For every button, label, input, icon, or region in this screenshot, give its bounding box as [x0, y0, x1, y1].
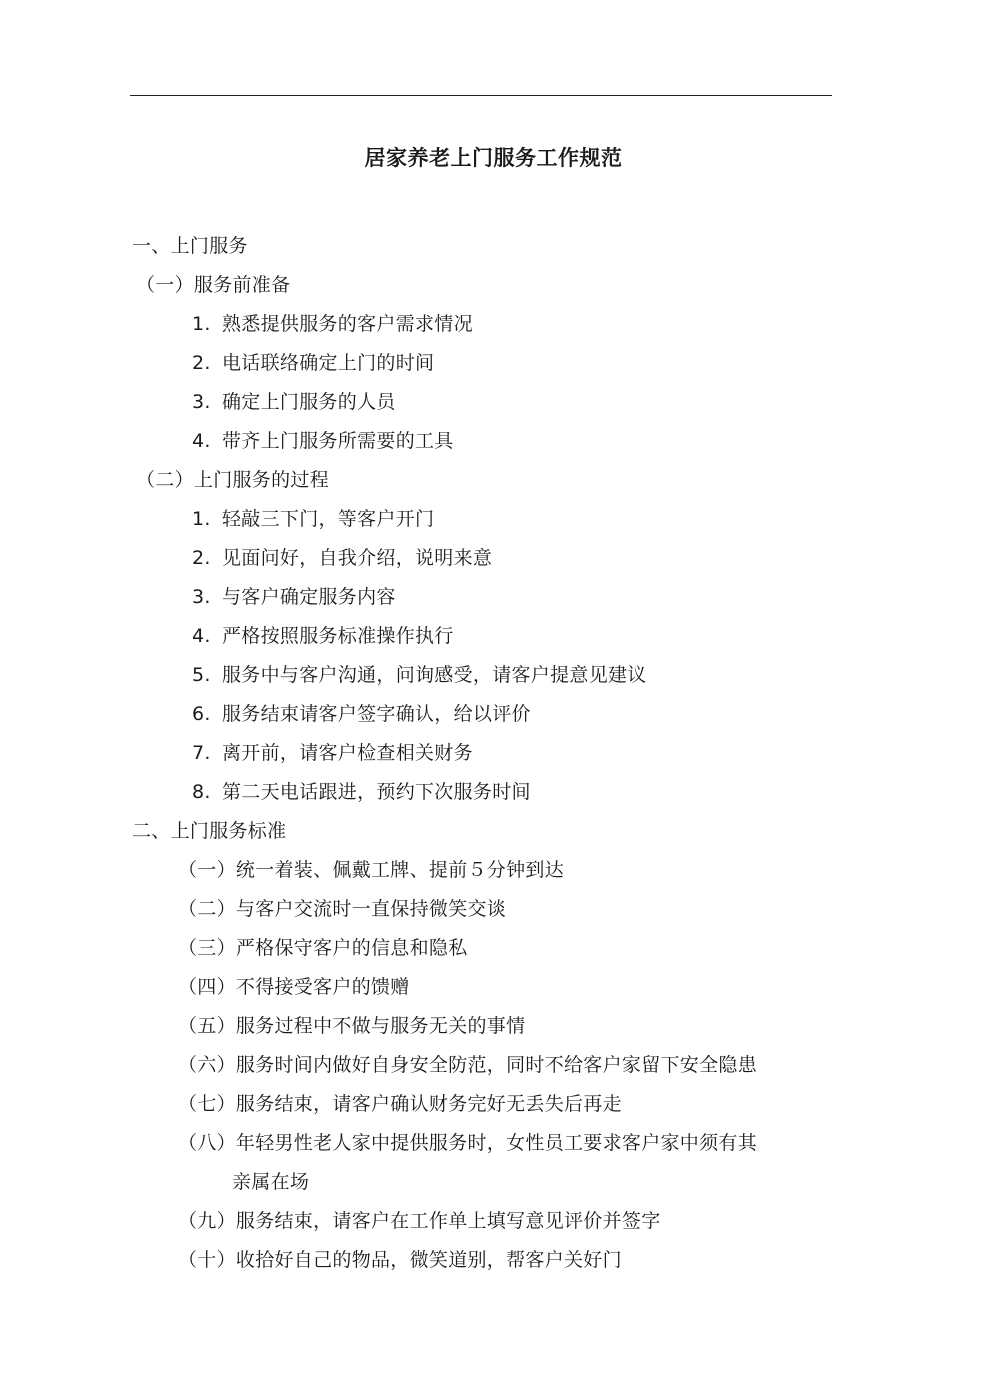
item-number: 1. [192, 313, 211, 335]
header-rule [130, 95, 832, 96]
list-item [192, 389, 396, 415]
item-number: 5. [192, 664, 211, 686]
list-item [192, 662, 647, 688]
item-text: 带齐上门服务所需要的工具 [222, 430, 454, 452]
item-number: 4. [192, 625, 211, 647]
item-text: 严格按照服务标准操作执行 [222, 625, 454, 647]
list-item [192, 428, 454, 454]
item-number: 3. [192, 391, 211, 413]
list-item [192, 506, 434, 532]
list-item [192, 545, 492, 571]
list-item-continuation: 亲属在场 [232, 1171, 310, 1193]
list-item [192, 701, 531, 727]
item-number: 2. [192, 547, 211, 569]
list-item: （一）统一着装、佩戴工牌、提前５分钟到达 [178, 859, 565, 881]
document-title: 居家养老上门服务工作规范 [364, 146, 623, 170]
item-text: 电话联络确定上门的时间 [222, 352, 435, 374]
item-text: 确定上门服务的人员 [222, 391, 396, 413]
item-number: 1. [192, 508, 211, 530]
item-number: 2. [192, 352, 211, 374]
list-item [192, 311, 473, 337]
section-heading: 二、上门服务标准 [132, 820, 287, 842]
item-text: 轻敲三下门，等客户开门 [222, 508, 435, 530]
subsection-heading: （二）上门服务的过程 [136, 469, 330, 491]
list-item: （五）服务过程中不做与服务无关的事情 [178, 1015, 526, 1037]
list-item [192, 740, 473, 766]
item-text: 服务中与客户沟通，问询感受，请客户提意见建议 [222, 664, 647, 686]
subsection-heading: （一）服务前准备 [136, 274, 291, 296]
item-number: 3. [192, 586, 211, 608]
section-heading: 一、上门服务 [132, 235, 248, 257]
item-text: 见面问好，自我介绍，说明来意 [222, 547, 493, 569]
list-item: （三）严格保守客户的信息和隐私 [178, 937, 468, 959]
item-number: 8. [192, 781, 211, 803]
list-item: （六）服务时间内做好自身安全防范，同时不给客户家留下安全隐患 [178, 1054, 758, 1076]
item-number: 6. [192, 703, 211, 725]
list-item: （八）年轻男性老人家中提供服务时，女性员工要求客户家中须有其 [178, 1132, 758, 1154]
list-item: （十）收拾好自己的物品，微笑道别，帮客户关好门 [178, 1249, 622, 1271]
list-item [192, 623, 454, 649]
list-item [192, 779, 531, 805]
item-number: 4. [192, 430, 211, 452]
list-item [192, 584, 396, 610]
list-item: （七）服务结束，请客户确认财务完好无丢失后再走 [178, 1093, 622, 1115]
item-text: 熟悉提供服务的客户需求情况 [222, 313, 473, 335]
item-text: 与客户确定服务内容 [222, 586, 396, 608]
item-text: 服务结束请客户签字确认，给以评价 [222, 703, 531, 725]
item-text: 离开前，请客户检查相关财务 [222, 742, 473, 764]
list-item: （二）与客户交流时一直保持微笑交谈 [178, 898, 507, 920]
list-item: （九）服务结束，请客户在工作单上填写意见评价并签字 [178, 1210, 661, 1232]
item-number: 7. [192, 742, 211, 764]
list-item: （四）不得接受客户的馈赠 [178, 976, 410, 998]
item-text: 第二天电话跟进，预约下次服务时间 [222, 781, 531, 803]
list-item [192, 350, 434, 376]
